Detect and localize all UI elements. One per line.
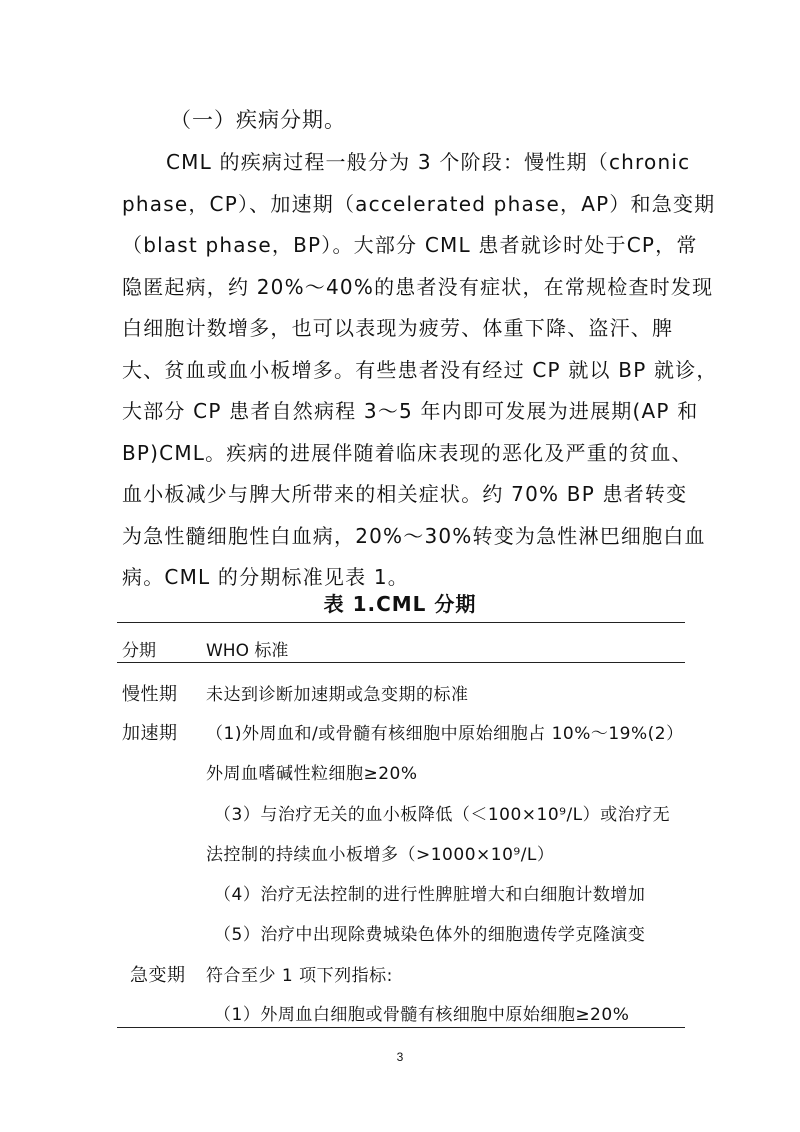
table-top-rule xyxy=(117,622,685,623)
paragraph-line: 为急性髓细胞性白血病，20%～30%转变为急性淋巴细胞白血 xyxy=(122,523,706,548)
paragraph-line: BP)CML。疾病的进展伴随着临床表现的恶化及严重的贫血、 xyxy=(122,440,693,465)
paragraph-line: CML 的疾病过程一般分为 3 个阶段：慢性期（chronic xyxy=(166,150,691,174)
criteria-line: 法控制的持续血小板增多（>1000×10⁹/L） xyxy=(206,845,555,865)
paragraph-line: 大部分 CP 患者自然病程 3～5 年内即可发展为进展期(AP 和 xyxy=(122,399,699,423)
criteria-line: 未达到诊断加速期或急变期的标准 xyxy=(206,685,469,705)
page-number: 3 xyxy=(396,1050,404,1064)
paragraph-line: 血小板减少与脾大所带来的相关症状。约 70% BP 患者转变 xyxy=(122,482,688,506)
paragraph-line: phase，CP）、加速期（accelerated phase，AP）和急变期 xyxy=(122,191,716,216)
stage-chronic: 慢性期 xyxy=(122,684,178,705)
table-header-rule xyxy=(117,662,685,663)
criteria-line: （3）与治疗无关的血小板降低（＜100×10⁹/L）或治疗无 xyxy=(214,805,671,825)
body-paragraph xyxy=(122,142,718,599)
table-bottom-rule xyxy=(117,1027,685,1028)
criteria-line: 符合至少 1 项下列指标: xyxy=(206,966,393,986)
criteria-line: （5）治疗中出现除费城染色体外的细胞遗传学克隆演变 xyxy=(214,925,646,945)
stage-accelerated: 加速期 xyxy=(122,723,178,744)
criteria-line: （1)外周血和/或骨髓有核细胞中原始细胞占 10%～19%(2） xyxy=(206,724,684,744)
paragraph-line: 白细胞计数增多，也可以表现为疲劳、体重下降、盗汗、脾 xyxy=(122,316,674,340)
paragraph-line: 隐匿起病，约 20%～40%的患者没有症状，在常规检查时发现 xyxy=(122,274,714,299)
criteria-line: （1）外周血白细胞或骨髓有核细胞中原始细胞≥20% xyxy=(214,1005,630,1025)
stage-blast: 急变期 xyxy=(130,965,186,986)
table-header-criteria: WHO 标准 xyxy=(206,641,289,661)
criteria-line: （4）治疗无法控制的进行性脾脏增大和白细胞计数增加 xyxy=(214,885,646,905)
paragraph-line: 大、贫血或血小板增多。有些患者没有经过 CP 就以 BP 就诊， xyxy=(122,357,718,382)
criteria-line: 外周血嗜碱性粒细胞≥20% xyxy=(206,764,418,784)
table-caption: 表 1.CML 分期 xyxy=(323,592,477,616)
table-header-stage: 分期 xyxy=(122,641,156,661)
paragraph-line: （blast phase，BP）。大部分 CML 患者就诊时处于CP，常 xyxy=(122,233,698,257)
section-heading: （一）疾病分期。 xyxy=(170,108,346,132)
paragraph-line: 病。CML 的分期标准见表 1。 xyxy=(122,565,410,589)
